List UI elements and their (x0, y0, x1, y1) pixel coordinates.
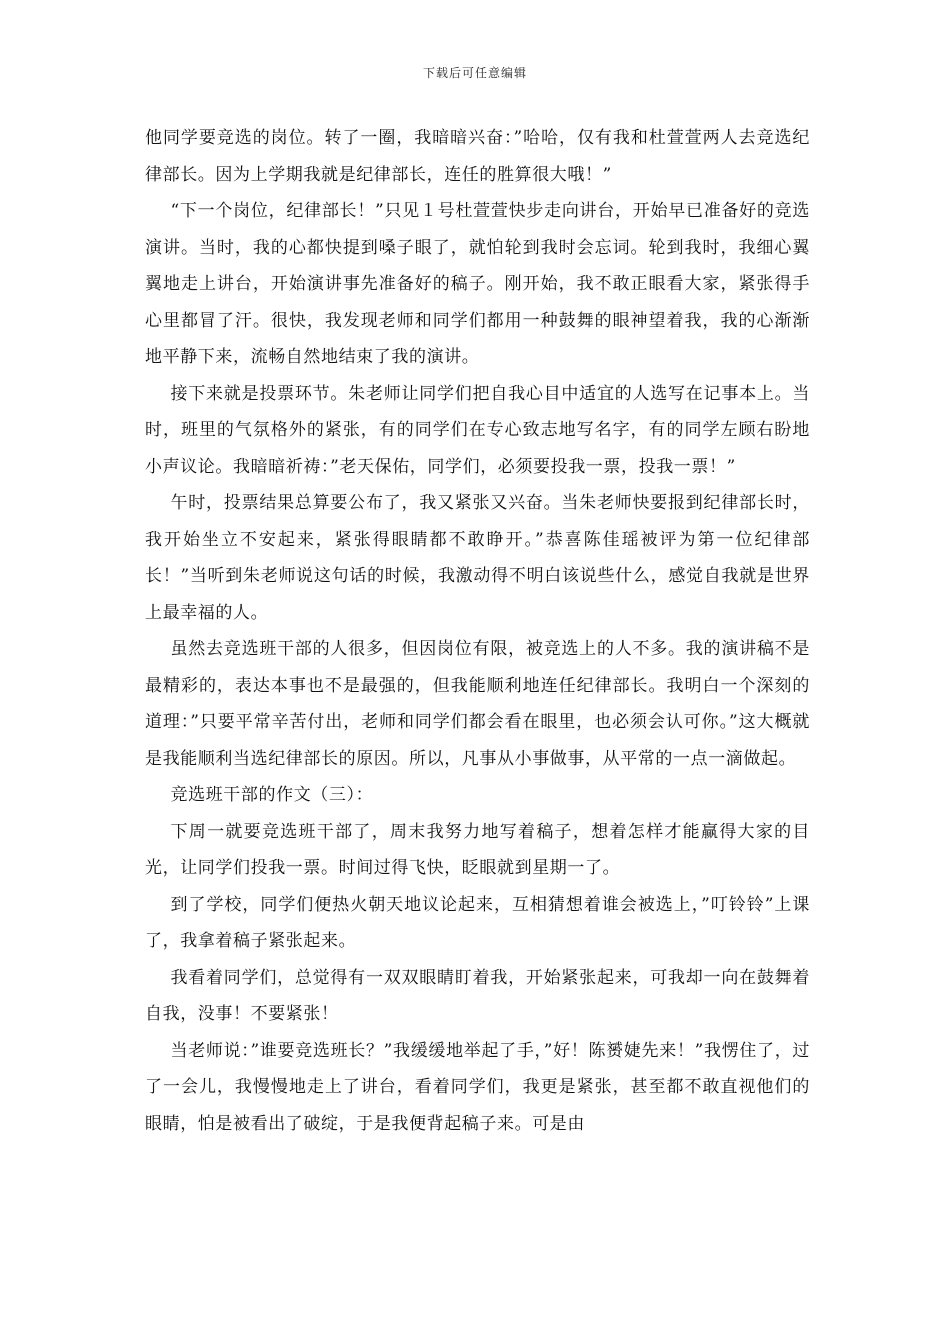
paragraph: 虽然去竞选班干部的人很多，但因岗位有限，被竞选上的人不多。我的演讲稿不是最精彩的，表达本事也不是最强的，但我能顺利地连任纪律部长。我明白一个深刻的道理：”只要平常辛苦付出，老师和同学们都会看在眼里，也必须会认可你。”这大概就是我能顺利当选纪律部长的原因。所以，凡事从小事做事，从平常的一点一滴做起。 (145, 639, 810, 769)
paragraph: 我看着同学们，总觉得有一双双眼睛盯着我，开始紧张起来，可我却一向在鼓舞着自我，没事！不要紧张！ (145, 967, 810, 1024)
article-body (145, 120, 810, 1142)
paragraph: 下周一就要竞选班干部了，周末我努力地写着稿子，想着怎样才能赢得大家的目光，让同学们投我一票。时间过得飞快，眨眼就到星期一了。 (145, 821, 810, 878)
section-heading: 竞选班干部的作文（三）： (170, 785, 374, 805)
paragraph: 午时，投票结果总算要公布了，我又紧张又兴奋。当朱老师快要报到纪律部长时，我开始坐立不安起来，紧张得眼睛都不敢睁开。”恭喜陈佳瑶被评为第一位纪律部长！”当听到朱老师说这句话的时候，我激动得不明白该说些什么，感觉自我就是世界上最幸福的人。 (145, 493, 810, 623)
page-header: 下载后可任意编辑 (422, 66, 527, 80)
paragraph: “下一个岗位，纪律部长！”只见１号杜萱萱快步走向讲台，开始早已准备好的竞选演讲。当时，我的心都快提到嗓子眼了，就怕轮到我时会忘词。轮到我时，我细心翼翼地走上讲台，开始演讲事先准备好的稿子。刚开始，我不敢正眼看大家，紧张得手心里都冒了汗。很快，我发现老师和同学们都用一种鼓舞的眼神望着我，我的心渐渐地平静下来，流畅自然地结束了我的演讲。 (145, 201, 810, 367)
paragraph: 当老师说：”谁要竞选班长？”我缓缓地举起了手，”好！陈赟婕先来！”我愣住了，过了一会儿，我慢慢地走上了讲台，看着同学们，我更是紧张，甚至都不敢直视他们的眼睛，怕是被看出了破绽，于是我便背起稿子来。可是由 (145, 1040, 810, 1134)
paragraph: 到了学校，同学们便热火朝天地议论起来，互相猜想着谁会被选上，”叮铃铃”上课了，我拿着稿子紧张起来。 (145, 894, 810, 951)
paragraph: 接下来就是投票环节。朱老师让同学们把自我心目中适宜的人选写在记事本上。当时，班里的气氛格外的紧张，有的同学们在专心致志地写名字，有的同学左顾右盼地小声议论。我暗暗祈祷：”老天保佑，同学们，必须要投我一票，投我一票！” (145, 383, 810, 477)
paragraph: 他同学要竞选的岗位。转了一圈，我暗暗兴奋：”哈哈，仅有我和杜萱萱两人去竞选纪律部长。因为上学期我就是纪律部长，连任的胜算很大哦！” (145, 128, 810, 185)
